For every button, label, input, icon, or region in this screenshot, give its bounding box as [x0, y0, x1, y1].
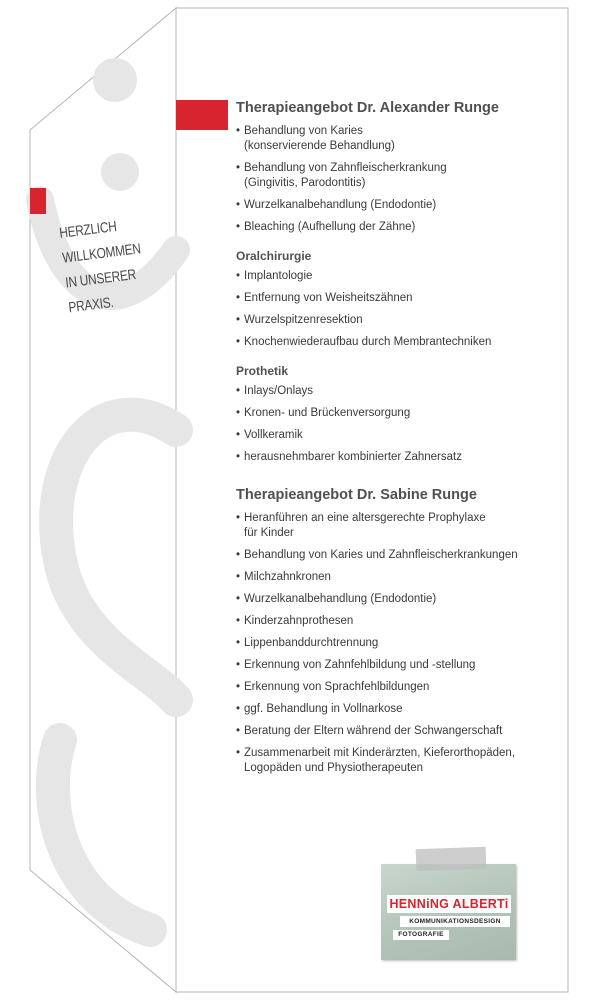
list-item: • Erkennung von Zahnfehlbildung und -stellung	[236, 659, 476, 671]
list-item: • Kronen- und Brückenversorgung	[236, 407, 411, 419]
list-oralchirurgie	[236, 269, 576, 350]
section-title-sabine-runge: Therapieangebot Dr. Sabine Runge	[236, 487, 477, 503]
red-accent-bar-left	[30, 188, 46, 214]
list-item: • herausnehmbarer kombinierter Zahnersatz	[236, 451, 462, 463]
red-accent-bar-right	[176, 100, 228, 130]
list-item: • Behandlung von Karies (konservierende Behandlung)	[236, 125, 395, 152]
section-title-prothetik: Prothetik	[236, 364, 289, 378]
list-item: • Erkennung von Sprachfehlbildungen	[236, 681, 430, 693]
list-item: • Behandlung von Karies und Zahnfleischerkrankungen	[236, 549, 518, 561]
section-title-oralchirurgie: Oralchirurgie	[236, 249, 312, 263]
list-item: • Kinderzahnprothesen	[236, 615, 354, 627]
list-item: • Beratung der Eltern während der Schwangerschaft	[236, 725, 503, 737]
list-item: • Wurzelspitzenresektion	[236, 314, 363, 326]
welcome-line: WILLKOMMEN	[61, 241, 142, 267]
list-item: • Zusammenarbeit mit Kinderärzten, Kieferorthopäden, Logopäden und Physiotherapeuten	[236, 747, 516, 774]
list-item: • Inlays/Onlays	[236, 385, 314, 397]
welcome-line: HERZLICH	[58, 218, 118, 242]
list-item: • Wurzelkanalbehandlung (Endodontie)	[236, 199, 437, 211]
list-item: • Bleaching (Aufhellung der Zähne)	[236, 221, 416, 233]
list-prothetik	[236, 384, 576, 465]
section-title-alexander-runge: Therapieangebot Dr. Alexander Runge	[236, 100, 499, 116]
therapy-content	[236, 100, 576, 783]
designer-tag-communication: KOMMUNIKATIONSDESIGN	[400, 916, 510, 927]
list-alexander-runge	[236, 124, 576, 235]
list-item: • Entfernung von Weisheitszähnen	[236, 292, 413, 304]
designer-tag-photography: FOTOGRAFIE	[393, 930, 449, 940]
list-item: • Wurzelkanalbehandlung (Endodontie)	[236, 593, 437, 605]
list-item: • Behandlung von Zahnfleischerkrankung (Gingivitis, Parodontitis)	[236, 162, 447, 189]
tape-strip	[416, 847, 487, 871]
welcome-line: PRAXIS.	[67, 294, 115, 317]
list-item: • Lippenbanddurchtrennung	[236, 637, 379, 649]
list-item: • Milchzahnkronen	[236, 571, 331, 583]
welcome-line: IN UNSERER	[64, 266, 137, 292]
list-item: • Heranführen an eine altersgerechte Prophylaxe für Kinder	[236, 512, 486, 539]
list-item: • Knochenwiederaufbau durch Membrantechniken	[236, 336, 492, 348]
list-item: • Implantologie	[236, 270, 313, 282]
list-sabine-runge	[236, 511, 576, 776]
welcome-text	[58, 210, 166, 321]
designer-name: HENNiNG ALBERTi	[387, 895, 511, 913]
list-item: • Vollkeramik	[236, 429, 303, 441]
list-item: • ggf. Behandlung in Vollnarkose	[236, 703, 403, 715]
